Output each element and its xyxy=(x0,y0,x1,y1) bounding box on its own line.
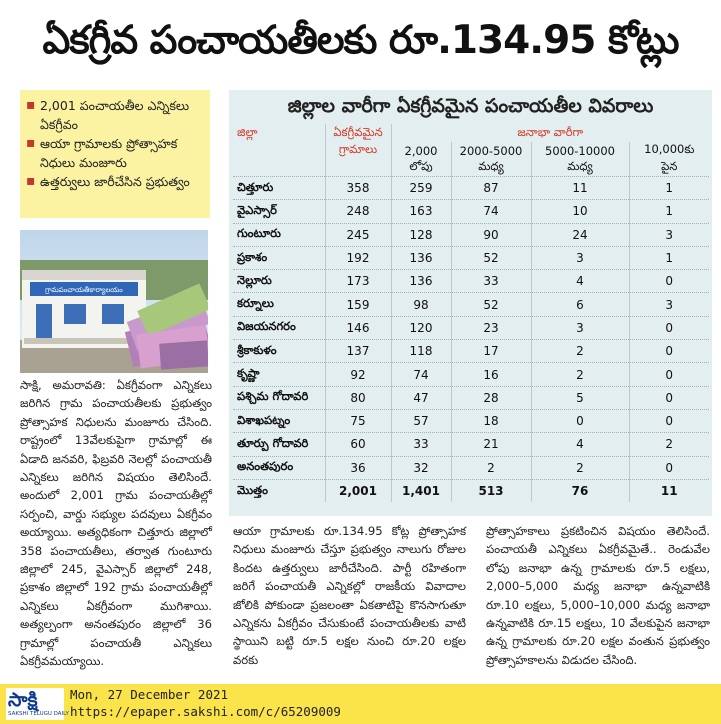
cell-villages: 248 xyxy=(325,200,391,223)
logo-mark: సాక్షి xyxy=(8,689,38,711)
table-row xyxy=(233,316,709,339)
cell-5000-10000: 10 xyxy=(531,200,629,223)
cell-villages: 245 xyxy=(325,223,391,246)
table-row xyxy=(233,270,709,293)
cell-5000-10000: 4 xyxy=(531,433,629,456)
cell-5000-10000: 2 xyxy=(531,456,629,479)
cell-villages: 159 xyxy=(325,293,391,316)
highlight-item xyxy=(26,134,206,172)
cell-under-2000: 136 xyxy=(391,246,451,269)
cell-district: వైఎస్సార్ xyxy=(233,200,325,223)
cell-above-10000: 1 xyxy=(665,251,674,266)
table-row xyxy=(233,456,709,479)
cell-2000-5000: 23 xyxy=(451,316,531,339)
cell-above-10000: 1 xyxy=(665,204,674,219)
cell-villages: 36 xyxy=(325,456,391,479)
table-row xyxy=(233,223,709,246)
cell-above-10000: 1 xyxy=(665,181,674,196)
cell-2000-5000: 52 xyxy=(451,293,531,316)
cell-5000-10000: 2 xyxy=(531,340,629,363)
cell-district: అనంతపురం xyxy=(233,456,325,479)
cell-5000-10000: 0 xyxy=(531,409,629,432)
cell-2000-5000: 90 xyxy=(451,223,531,246)
cell-district: విజయనగరం xyxy=(233,316,325,339)
cell-above-10000: 11 xyxy=(660,484,678,498)
office-sign-text: గ్రామపంచాయతీకార్యాలయం xyxy=(45,286,123,294)
table-row xyxy=(233,433,709,456)
district-table xyxy=(233,124,709,502)
cell-above-10000: 0 xyxy=(665,390,674,405)
headline: ఏకగ్రీవ పంచాయతీలకు రూ.134.95 కోట్లు xyxy=(42,18,679,63)
cell-district: గుంటూరు xyxy=(233,223,325,246)
table-row xyxy=(233,340,709,363)
cell-under-2000: 57 xyxy=(391,409,451,432)
header-villages: ఏకగ్రీవమైన xyxy=(325,124,391,142)
cell-villages: 60 xyxy=(325,433,391,456)
cell-under-2000: 136 xyxy=(391,270,451,293)
table-row xyxy=(233,293,709,316)
cell-5000-10000: 6 xyxy=(531,293,629,316)
header-c3-top: 5000-10000 xyxy=(531,142,629,159)
cell-2000-5000: 17 xyxy=(451,340,531,363)
cell-5000-10000: 24 xyxy=(531,223,629,246)
footer-bar xyxy=(0,684,721,724)
header-c2-top: 2000-5000 xyxy=(451,142,531,159)
logo-subtitle: SAKSHI TELUGU DAILY xyxy=(8,711,69,717)
highlight-item xyxy=(26,172,206,191)
cell-district: కృష్ణా xyxy=(233,363,325,386)
article-column-2: ఆయా గ్రామాలకు రూ.134.95 కోట్ల ప్రోత్సాహక నిధులు మంజూరు చేస్తూ ప్రభుత్వం నాలుగు రోజుల కిందట ఉత్తర్వులు జారీచేసింది. పార్టీ రహితంగా జరిగే పంచాయతీ ఎన్నికల్లో రాజకీయ వివాదాల జోలికి పోకుండా ప్రజలంతా ఏకతాటిపై కొనసాగుతూ ఎన్నికను ఏకగ్రీవం చేసుకుంటే పంచాయతీలకు వాటి స్థాయిని బట్టి రూ.5 లక్షల నుంచి రూ.20 లక్షల వరకు xyxy=(233,524,466,667)
cell-2000-5000: 87 xyxy=(451,177,531,200)
cell-villages: 2,001 xyxy=(325,479,391,502)
table-row xyxy=(233,386,709,409)
header-c1-top: 2,000 xyxy=(391,142,451,159)
highlight-text: ఆయా గ్రామాలకు ప్రోత్సాహక నిధులు మంజూరు xyxy=(40,136,178,170)
cell-2000-5000: 21 xyxy=(451,433,531,456)
cell-2000-5000: 18 xyxy=(451,409,531,432)
cell-2000-5000: 52 xyxy=(451,246,531,269)
highlight-text: 2,001 పంచాయతీల ఎన్నికలు ఏకగ్రీవం xyxy=(40,98,190,132)
cell-above-10000: 0 xyxy=(665,344,674,359)
bullet-icon: ▪ xyxy=(26,135,36,151)
highlight-text: ఉత్తర్వులు జారీచేసిన ప్రభుత్వం xyxy=(40,174,190,189)
cell-under-2000: 32 xyxy=(391,456,451,479)
table-row xyxy=(233,409,709,432)
header-district: జిల్లా xyxy=(233,124,325,142)
cell-under-2000: 120 xyxy=(391,316,451,339)
cell-under-2000: 118 xyxy=(391,340,451,363)
table-row xyxy=(233,479,709,502)
cell-under-2000: 163 xyxy=(391,200,451,223)
cell-5000-10000: 76 xyxy=(531,479,629,502)
cell-above-10000: 3 xyxy=(665,297,674,312)
cell-villages: 75 xyxy=(325,409,391,432)
epaper-link[interactable]: https://epaper.sakshi.com/c/65209009 xyxy=(70,704,341,719)
cell-villages: 146 xyxy=(325,316,391,339)
header-villages-2: గ్రామాలు xyxy=(325,142,391,159)
header-population: జనాభా వారీగా xyxy=(391,124,709,142)
cell-above-10000: 0 xyxy=(665,320,674,335)
cell-villages: 137 xyxy=(325,340,391,363)
cell-under-2000: 128 xyxy=(391,223,451,246)
cell-5000-10000: 4 xyxy=(531,270,629,293)
cell-under-2000: 1,401 xyxy=(391,479,451,502)
cell-district: కర్నూలు xyxy=(233,293,325,316)
cell-district: తూర్పు గోదావరి xyxy=(233,433,325,456)
photo-illustration xyxy=(20,230,208,373)
cell-2000-5000: 2 xyxy=(451,456,531,479)
cell-5000-10000: 11 xyxy=(531,177,629,200)
cell-2000-5000: 28 xyxy=(451,386,531,409)
cell-2000-5000: 74 xyxy=(451,200,531,223)
cell-villages: 80 xyxy=(325,386,391,409)
cell-above-10000: 3 xyxy=(665,227,674,242)
table-row xyxy=(233,363,709,386)
cell-5000-10000: 3 xyxy=(531,316,629,339)
sakshi-logo xyxy=(6,688,69,720)
cell-above-10000: 0 xyxy=(665,414,674,429)
table-title: జిల్లాల వారీగా ఏకగ్రీవమైన పంచాయతీల వివరాలు xyxy=(287,95,654,117)
cell-under-2000: 98 xyxy=(391,293,451,316)
cell-villages: 358 xyxy=(325,177,391,200)
cell-district: ప్రకాశం xyxy=(233,246,325,269)
cell-5000-10000: 2 xyxy=(531,363,629,386)
header-c1-bottom: లోపు xyxy=(391,159,451,177)
header-c3-bottom: మధ్య xyxy=(531,159,629,177)
bullet-icon: ▪ xyxy=(26,97,36,113)
cell-above-10000: 0 xyxy=(665,274,674,289)
cell-under-2000: 74 xyxy=(391,363,451,386)
highlight-item xyxy=(26,96,206,134)
cell-district: శ్రీకాకుళం xyxy=(233,340,325,363)
table-row xyxy=(233,200,709,223)
cell-2000-5000: 33 xyxy=(451,270,531,293)
cell-5000-10000: 3 xyxy=(531,246,629,269)
article-column-1: సాక్షి, అమరావతి: ఏకగ్రీవంగా ఎన్నికలు జరిగిన గ్రామ పంచాయతీలకు ప్రభుత్వం ప్రోత్సాహక నిధులను మంజూరు చేసింది. రాష్ట్రంలో 13వేలకుపైగా గ్రామాల్లో ఈ ఏడాది జనవరి, ఫిబ్రవరి నెలల్లో పంచాయతీ ఎన్నికలు జరిగిన విషయం తెలిసిందే. అందులో 2,001 గ్రామ పంచాయతీల్లో సర్పంచి, వార్డు సభ్యుల పదవులు ఏకగ్రీవం అయ్యాయి. అత్యధికంగా చిత్తూరు జిల్లాలో 358 పంచాయతీలు, తర్వాత గుంటూరు జిల్లాలో 245, వైఎస్సార్ జిల్లాలో 248, ప్రకాశం జిల్లాలో 192 గ్రామ పంచాయతీల్లో ఎన్నికలు ఏకగ్రీవంగా ముగిశాయి. అత్యల్పంగా అనంతపురం జిల్లాలో 36 గ్రామాల్లో పంచాయతీ ఎన్నికలు ఏకగ్రీవమయ్యాయి. xyxy=(20,378,212,669)
header-blank xyxy=(325,159,391,177)
cell-5000-10000: 5 xyxy=(531,386,629,409)
cell-villages: 92 xyxy=(325,363,391,386)
header-c2-bottom: మధ్య xyxy=(451,159,531,177)
header-c4-bottom: పైన xyxy=(661,159,678,173)
cell-above-10000: 2 xyxy=(665,437,674,452)
cell-district: పశ్చిమ గోదావరి xyxy=(233,386,325,409)
cell-above-10000: 0 xyxy=(665,367,674,382)
cell-villages: 173 xyxy=(325,270,391,293)
cell-2000-5000: 513 xyxy=(451,479,531,502)
bullet-icon: ▪ xyxy=(26,173,36,189)
cell-under-2000: 33 xyxy=(391,433,451,456)
cell-under-2000: 259 xyxy=(391,177,451,200)
cell-2000-5000: 16 xyxy=(451,363,531,386)
header-blank xyxy=(233,159,325,177)
cell-above-10000: 0 xyxy=(665,460,674,475)
cell-district: విశాఖపట్నం xyxy=(233,409,325,432)
table-row xyxy=(233,177,709,200)
cell-villages: 192 xyxy=(325,246,391,269)
cell-district: నెల్లూరు xyxy=(233,270,325,293)
cell-under-2000: 47 xyxy=(391,386,451,409)
panchayat-office-photo xyxy=(20,230,208,373)
header-c4-top: 10,000కు xyxy=(644,142,695,156)
cell-district: చిత్తూరు xyxy=(233,177,325,200)
highlights-box xyxy=(20,90,210,218)
edition-date: Mon, 27 December 2021 xyxy=(70,687,229,702)
district-table-panel xyxy=(229,90,712,516)
cell-district: మొత్తం xyxy=(233,479,325,502)
table-row xyxy=(233,246,709,269)
article-column-3: ప్రోత్సాహకాలు ప్రకటించిన విషయం తెలిసిందే. పంచాయతీ ఎన్నికలు ఏకగ్రీవమైతే.. రెండువేల లోపు జనాభా ఉన్న గ్రామాలకు రూ.5 లక్షలు, 2,000–5,000 మధ్య జనాభా ఉన్నవాటికి రూ.10 లక్షలు, 5,000–10,000 మధ్య జనాభా ఉన్నవాటికి రూ.15 లక్షలు, 10 వేలకుపైన జనాభా ఉన్న గ్రామాలకు రూ.20 లక్షల వంతున ప్రభుత్వం ప్రోత్సాహకాలను విడుదల చేసింది. xyxy=(486,524,710,667)
header-blank xyxy=(233,142,325,159)
